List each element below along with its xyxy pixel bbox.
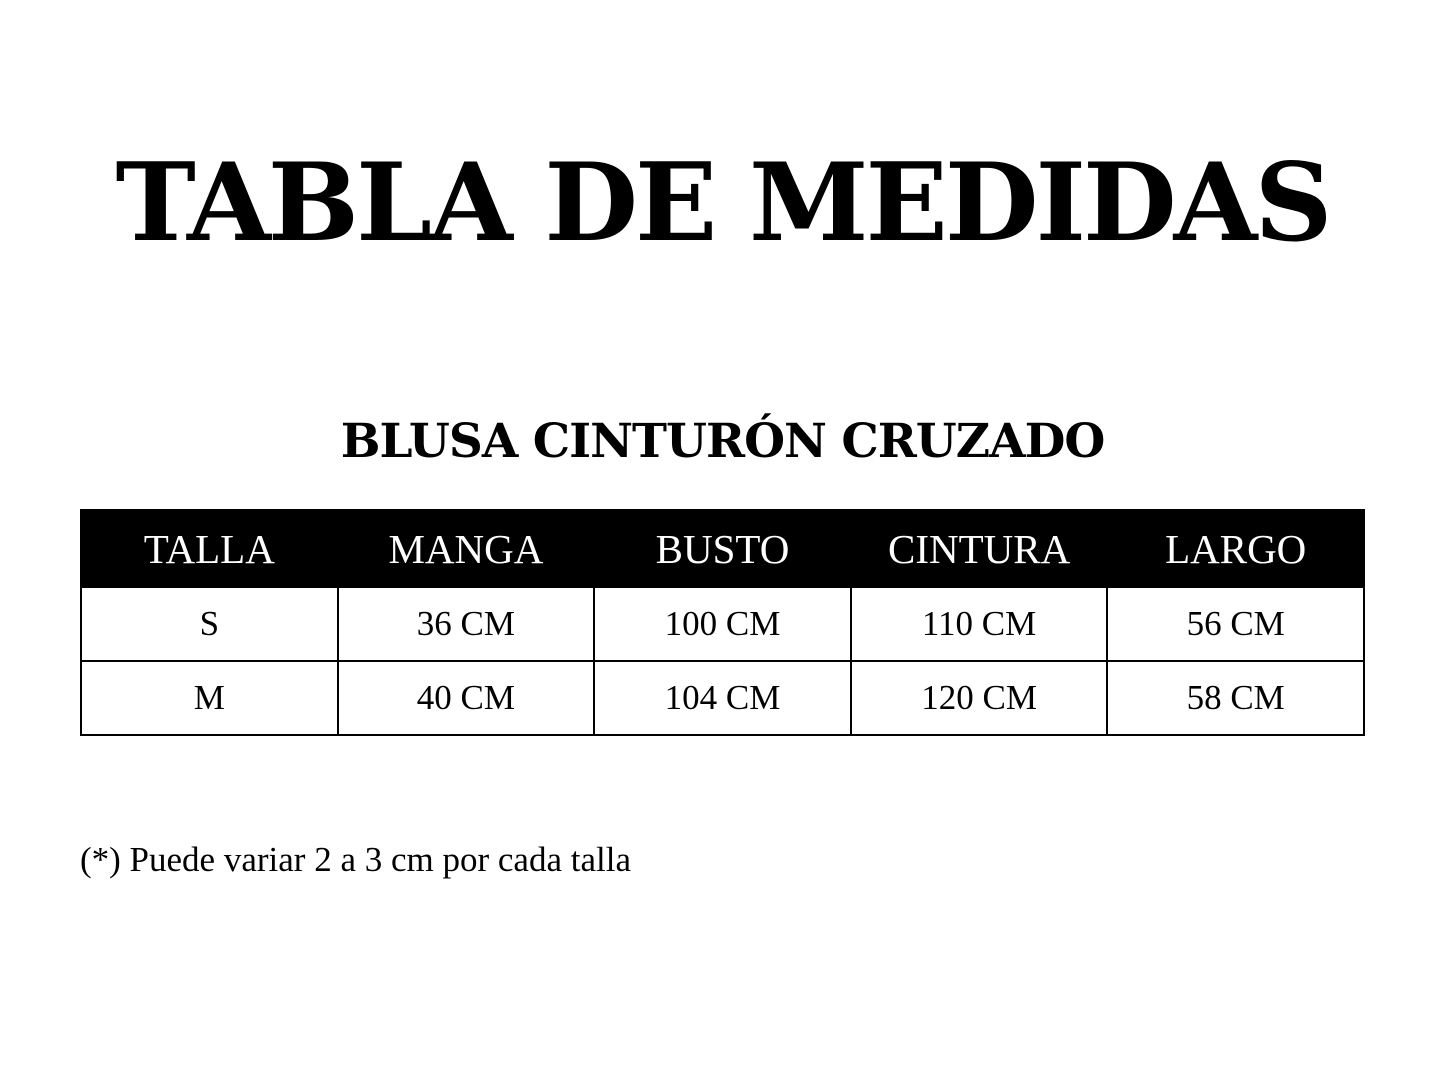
product-name: BLUSA CINTURÓN CRUZADO [340,414,1105,469]
page-title: TABLA DE MEDIDAS [115,140,1330,266]
footnote: (*) Puede variar 2 a 3 cm por cada talla [80,840,631,879]
table-row [81,661,1364,735]
header-row [81,510,1364,587]
size-table-header [81,510,1364,587]
cell-busto: 100 CM [594,587,851,661]
cell-talla: S [81,587,338,661]
size-table [80,509,1365,736]
size-table-body [81,587,1364,735]
cell-cintura: 110 CM [851,587,1108,661]
header-largo: LARGO [1107,510,1364,587]
header-talla: TALLA [81,510,338,587]
header-manga: MANGA [338,510,595,587]
cell-talla: M [81,661,338,735]
cell-manga: 40 CM [338,661,595,735]
cell-largo: 58 CM [1107,661,1364,735]
cell-cintura: 120 CM [851,661,1108,735]
cell-manga: 36 CM [338,587,595,661]
header-busto: BUSTO [594,510,851,587]
cell-busto: 104 CM [594,661,851,735]
table-row [81,587,1364,661]
cell-largo: 56 CM [1107,587,1364,661]
header-cintura: CINTURA [851,510,1108,587]
